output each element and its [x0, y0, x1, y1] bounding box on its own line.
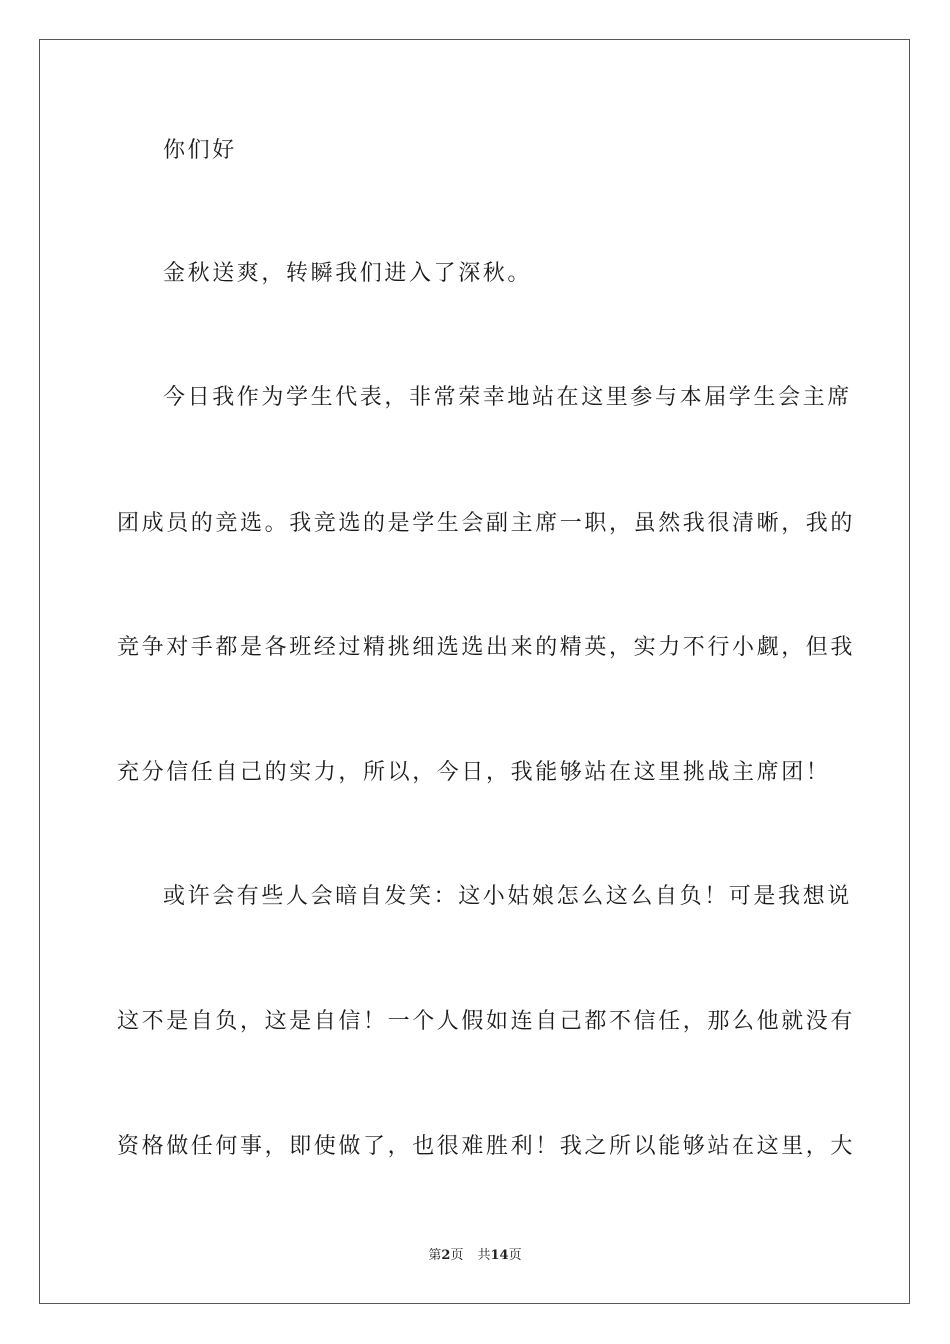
paragraph-3-line-2: 这不是自负，这是自信！一个人假如连自己都不信任，那么他就没有	[117, 1009, 856, 1034]
paragraph-2-line-4: 充分信任自己的实力，所以，今日，我能够站在这里挑战主席团！	[117, 760, 831, 785]
total-prefix: 共	[477, 1248, 491, 1263]
total-pages: 14	[490, 1248, 509, 1263]
page-prefix: 第	[428, 1248, 442, 1263]
greeting-line: 你们好	[163, 138, 237, 163]
paragraph-1-line-1: 金秋送爽，转瞬我们进入了深秋。	[163, 261, 533, 286]
paragraph-3-line-1: 或许会有些人会暗自发笑：这小姑娘怎么这么自负！可是我想说	[163, 884, 852, 909]
page-frame	[39, 39, 910, 1304]
page-number: 2	[441, 1248, 451, 1263]
paragraph-2-line-3: 竞争对手都是各班经过精挑细选选出来的精英，实力不行小觑，但我	[117, 635, 856, 660]
paragraph-2-line-2: 团成员的竞选。我竞选的是学生会副主席一职，虽然我很清晰，我的	[117, 511, 856, 536]
page-footer	[0, 1247, 950, 1265]
page-suffix: 页	[450, 1248, 464, 1263]
total-suffix: 页	[508, 1248, 522, 1263]
paragraph-3-line-3: 资格做任何事，即使做了，也很难胜利！我之所以能够站在这里，大	[117, 1134, 856, 1159]
paragraph-2-line-1: 今日我作为学生代表，非常荣幸地站在这里参与本届学生会主席	[163, 385, 852, 410]
